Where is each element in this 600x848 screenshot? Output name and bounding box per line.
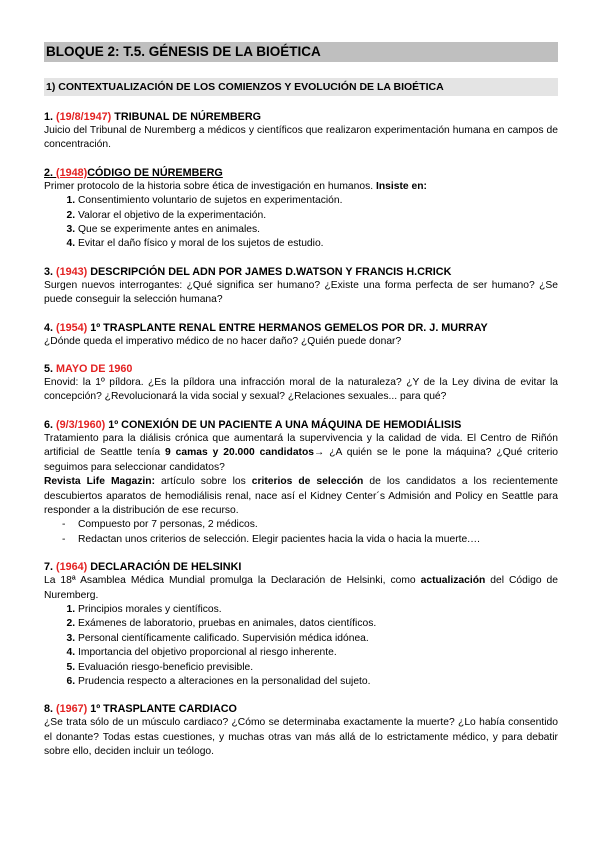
- heading-4-title: 1º TRASPLANTE RENAL ENTRE HERMANOS GEMELOS POR DR. J. MURRAY: [90, 321, 488, 334]
- list-item: 3. Que se experimente antes en animales.: [78, 223, 558, 237]
- list-item: - Redactan unos criterios de selección. Elegir pacientes hacia la vida o hacia la muerte.…: [62, 533, 558, 547]
- heading-6-title: 1º CONEXIÓN DE UN PACIENTE A UNA MÁQUINA DE HEMODIÁLISIS: [108, 418, 462, 431]
- list-item: - Compuesto por 7 personas, 2 médicos.: [62, 518, 558, 532]
- section-7-text-a: La 18ª Asamblea Médica Mundial promulga la Declaración de Helsinki, como: [44, 575, 416, 587]
- section-4-text: ¿Dónde queda el imperativo médico de no hacer daño? ¿Quién puede donar?: [44, 335, 402, 347]
- section-6-text-a: Tratamiento para la diálisis crónica que aumentará la supervivencia y la calidad de vida. El Centro de Riñón artificial de Seattle tenía: [44, 432, 558, 459]
- list-item: 2. Valorar el objetivo de la experimentación.: [78, 209, 558, 223]
- heading-7: [44, 560, 558, 574]
- heading-1-date: (19/8/1947): [56, 111, 112, 123]
- heading-5-title: MAYO DE 1960: [56, 363, 133, 376]
- document-page: [44, 42, 558, 760]
- heading-6: [44, 418, 558, 432]
- list-item: 4. Evitar el daño físico y moral de los sujetos de estudio.: [78, 237, 558, 251]
- heading-5: [44, 362, 558, 376]
- section-2-list: [44, 194, 558, 252]
- magazine-text-c: de los candidatos a los recientemente descubiertos aparatos de hemodiálisis renal, nace así el Kidney Center´s Admisión and Policy en Seattle para responder a la distribución de ese recurso.: [44, 476, 558, 516]
- heading-4-date: (1954): [56, 321, 88, 334]
- heading-2-num: 2.: [44, 166, 54, 179]
- section-2-text-main: Primer protocolo de la historia sobre ética de investigación en humanos.: [44, 180, 374, 192]
- heading-2-date: (1948): [56, 166, 88, 179]
- list-item: 4. Importancia del objetivo proporcional al riesgo inherente.: [78, 646, 558, 660]
- magazine-label: Revista Life Magazin:: [44, 476, 156, 488]
- section-6-text: [44, 432, 558, 475]
- heading-6-num: 6.: [44, 418, 54, 431]
- section-5-text: Enovid: la 1º píldora. ¿Es la píldora una infracción moral de la naturaleza? ¿Y de la Ley divina de evitar la concepción? ¿Revolucionará la vida social y sexual? ¿Relaciones sexuales... para qué?: [44, 377, 558, 403]
- list-item: 3. Personal científicamente calificado. Supervisión médica idónea.: [78, 632, 558, 646]
- section-6-text-b: 9 camas y 20.000 candidatos: [164, 447, 315, 459]
- heading-4-num: 4.: [44, 321, 54, 334]
- heading-7-date: (1964): [56, 561, 88, 574]
- section-6-list: [44, 518, 558, 547]
- heading-5-num: 5.: [44, 363, 54, 376]
- heading-1: [44, 110, 558, 124]
- heading-7-num: 7.: [44, 561, 54, 574]
- heading-6-date: (9/3/1960): [56, 418, 106, 431]
- section-6-text-c: → ¿A quién se le pone la máquina? ¿Qué criterio seguimos para seleccionar candidatos?: [44, 447, 558, 473]
- heading-1-title: TRIBUNAL DE NÚREMBERG: [114, 111, 262, 123]
- heading-2: [44, 166, 558, 180]
- section-2-emph: Insiste en:: [375, 180, 427, 192]
- heading-1-num: 1.: [44, 111, 54, 123]
- heading-8-title: 1º TRASPLANTE CARDIACO: [90, 703, 237, 716]
- section-8-text: ¿Se trata sólo de un músculo cardiaco? ¿Cómo se determinaba exactamente la muerte? ¿Lo había consentido el donante? Todas estas cuestiones, y muchas otras van más allá de lo estrictamente médico, y para debatir sobre ello, deciden incluir un teólogo.: [44, 717, 558, 758]
- document-title: BLOQUE 2: T.5. GÉNESIS DE LA BIOÉTICA: [44, 42, 558, 62]
- heading-8-num: 8.: [44, 703, 54, 716]
- heading-8-date: (1967): [56, 703, 88, 716]
- section-3-text: Surgen nuevos interrogantes: ¿Qué significa ser humano? ¿Existe una forma perfecta de ser humano? ¿Se puede conseguir la selección humana?: [44, 279, 558, 306]
- section-7-list: [44, 603, 558, 689]
- magazine-text-a: artículo sobre los: [161, 476, 246, 488]
- magazine-text-b: criterios de selección: [251, 476, 364, 488]
- list-item: 5. Evaluación riesgo-beneficio previsible.: [78, 661, 558, 675]
- heading-3: [44, 265, 558, 279]
- list-item: 1. Consentimiento voluntario de sujetos en experimentación.: [78, 194, 558, 208]
- section-2-text: [44, 180, 558, 194]
- heading-3-num: 3.: [44, 265, 54, 278]
- section-1-text: Juicio del Tribunal de Nuremberg a médicos y científicos que realizaron experimentación humana en campos de concentración.: [44, 125, 558, 151]
- heading-4: [44, 321, 558, 335]
- heading-8: [44, 702, 558, 716]
- heading-2-title: CÓDIGO DE NÚREMBERG: [87, 166, 223, 179]
- list-item: 6. Prudencia respecto a alteraciones en la personalidad del sujeto.: [78, 675, 558, 689]
- list-item: 2. Exámenes de laboratorio, pruebas en animales, datos científicos.: [78, 617, 558, 631]
- list-item: 1. Principios morales y científicos.: [78, 603, 558, 617]
- heading-7-title: DECLARACIÓN DE HELSINKI: [90, 561, 242, 574]
- heading-3-date: (1943): [56, 265, 88, 278]
- section-7-text-b: actualización: [420, 575, 486, 587]
- section-6-magazine: [44, 475, 558, 518]
- section-7-text: [44, 574, 558, 603]
- heading-3-title: DESCRIPCIÓN DEL ADN POR JAMES D.WATSON Y FRANCIS H.CRICK: [90, 265, 452, 278]
- section-subtitle: 1) CONTEXTUALIZACIÓN DE LOS COMIENZOS Y EVOLUCIÓN DE LA BIOÉTICA: [44, 78, 558, 96]
- section-7-text-c: del Código de Nuremberg.: [44, 575, 558, 601]
